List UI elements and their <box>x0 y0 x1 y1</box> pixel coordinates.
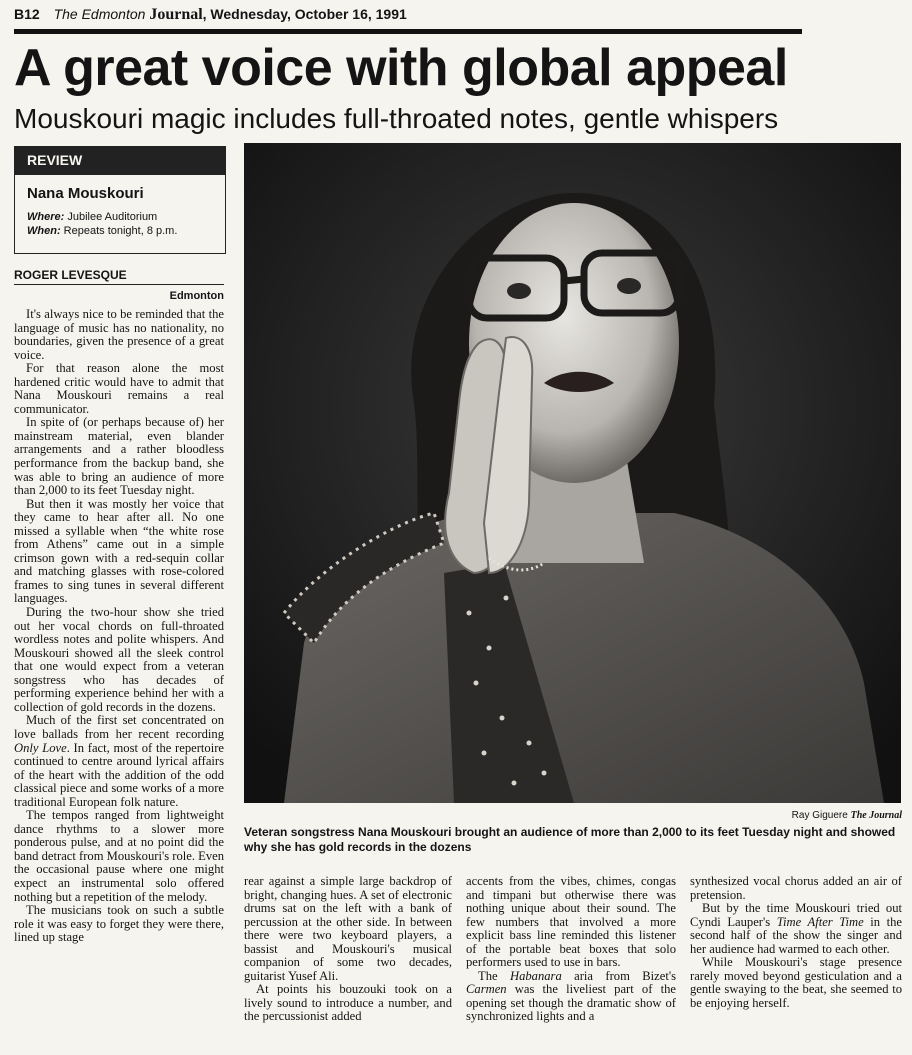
performer-name: Nana Mouskouri <box>27 185 144 202</box>
top-rule <box>14 29 802 34</box>
paragraph: While Mouskouri's stage presence rarely moved beyond gesticulation and a gentle swaying to the beat, she seemed to be enjoying herself. <box>690 955 902 1010</box>
review-label: REVIEW <box>15 147 225 175</box>
folio-line <box>14 6 407 24</box>
paragraph: accents from the vibes, chimes, congas and timpani but otherwise there was nothing unique about their sound. The few numbers that involved a more explicit bass line reminded this listener of the portable beat boxes that solo performers used to use in bars. <box>466 874 676 970</box>
paragraph: But then it was mostly her voice that they came to hear after all. No one missed a syllable when “the white rose from Athens” came out in a simple crimson gown with a red-sequin collar and matching glasses with rose-colored frames to sing tunes in several different languages. <box>14 496 224 606</box>
publication-name: Journal <box>149 6 203 23</box>
page-number: B12 <box>14 6 40 22</box>
publication-prefix: The Edmonton <box>53 6 146 22</box>
byline-rule <box>14 284 224 285</box>
deck-subhead: Mouskouri magic includes full-throated notes, gentle whispers <box>14 103 779 134</box>
paragraph: rear against a simple large backdrop of bright, changing hues. A set of electronic drums sat on the left with a bank of percussion at the other side. In between there were two keyboard players, a bassist and Mouskouri's musical companion of some two decades, guitarist Yusef Ali. <box>244 874 452 983</box>
dateline: Edmonton <box>169 290 224 302</box>
paragraph: synthesized vocal chorus added an air of pretension. <box>690 874 902 902</box>
paragraph: It's always nice to be reminded that the language of music has no nationality, no boundaries, given the presence of a great voice. <box>14 307 224 362</box>
paragraph: But by the time Mouskouri tried out Cyndi Lauper's Time After Time in the second half of the show the singer and her audience had warmed to each other. <box>690 901 902 956</box>
body-column-2 <box>244 875 452 1024</box>
body-column-1 <box>14 308 224 945</box>
paragraph: The musicians took on such a subtle role it was easy to forget they were there, lined up stage <box>14 903 224 945</box>
venue-line: Where: Jubilee Auditorium <box>27 211 158 223</box>
body-column-4 <box>690 875 902 1010</box>
paragraph: Much of the first set concentrated on love ballads from her recent recording Only Love. In fact, most of the repertoire continued to centre around lyrical affairs of the heart with the addition of the odd classical piece and some works of a more traditional European folk nature. <box>14 713 224 809</box>
singer-portrait-illustration <box>244 143 901 803</box>
issue-date: , Wednesday, October 16, 1991 <box>202 6 407 22</box>
paragraph: At points his bouzouki took on a lively sound to introduce a number, and the percussionist added <box>244 982 452 1024</box>
photo-credit: Ray Giguere The Journal <box>791 810 902 821</box>
photo-caption: Veteran songstress Nana Mouskouri brought an audience of more than 2,000 to its feet Tuesday night and showed why she has gold records in the dozens <box>244 825 896 854</box>
paragraph: In spite of (or perhaps because of) her mainstream material, even blander arrangements and a rather bloodless performance from the backup band, she was able to bring an audience of more than 2,000 to its feet Tuesday night. <box>14 415 224 498</box>
paragraph: The tempos ranged from lightweight dance rhythms to a slower more ponderous pulse, and at no point did the band detract from Mouskouri's role. Even the occasional pause where one might expect an instrumental solo offered nothing but a repetition of the melody. <box>14 808 225 904</box>
showtime-line: When: Repeats tonight, 8 p.m. <box>27 225 178 237</box>
news-photo <box>244 143 901 803</box>
paragraph: During the two-hour show she tried out her vocal chords on full-throated wordless notes and polite whispers. And Mouskouri showed all the sleek control that one would expect from a veteran songstress who has decades of performing experience behind her with a collection of gold records in the dozens. <box>14 605 224 714</box>
paragraph: For that reason alone the most hardened critic would have to admit that Nana Mouskouri remains a real communicator. <box>14 361 224 416</box>
body-column-3 <box>466 875 676 1024</box>
paragraph: The Habanara aria from Bizet's Carmen was the liveliest part of the opening set though the dramatic show of synchronized lights and a <box>466 968 676 1024</box>
review-info-box <box>14 146 226 254</box>
byline: ROGER LEVESQUE <box>14 268 127 282</box>
headline: A great voice with global appeal <box>14 39 788 97</box>
